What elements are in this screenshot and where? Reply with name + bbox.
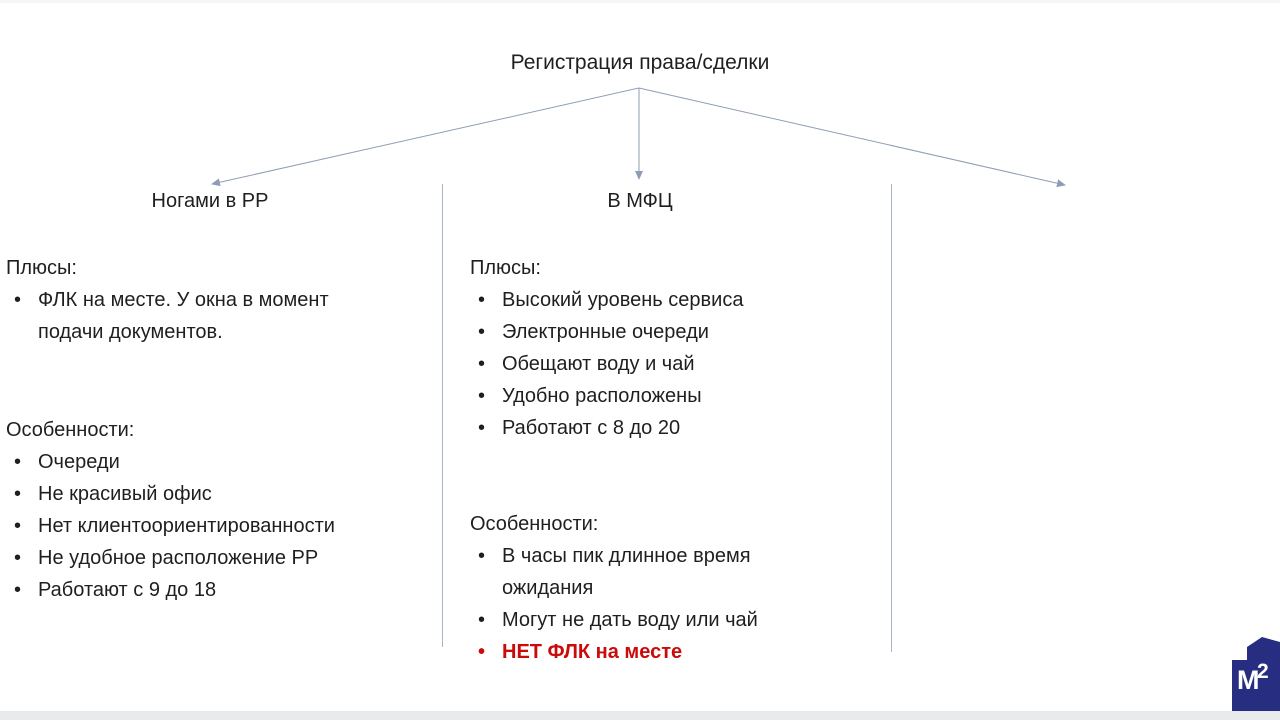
column-heading-mfc: В МФЦ [607, 190, 673, 212]
list-item: • Нет клиентоориентированности [6, 510, 416, 542]
slide-title: Регистрация права/сделки [510, 51, 770, 74]
list-item: • Электронные очереди [470, 316, 810, 348]
rosreestr-features-section [6, 414, 416, 606]
list-item: • Очереди [6, 446, 416, 478]
features-list [6, 446, 416, 606]
list-item: • Удобно расположены [470, 380, 810, 412]
features-list [470, 540, 810, 668]
logo-letter: М [1237, 665, 1260, 695]
column-divider-left [442, 184, 443, 647]
list-item: • Обещают воду и чай [470, 348, 810, 380]
pros-label: Плюсы: [6, 257, 77, 279]
arrow-to-left-branch [212, 88, 639, 184]
features-label: Особенности: [470, 513, 599, 535]
bottom-edge-strip [0, 711, 1280, 720]
list-item: • Не красивый офис [6, 478, 416, 510]
list-item: • В часы пик длинное время ожидания [470, 540, 810, 604]
pros-label: Плюсы: [470, 257, 541, 279]
list-item: • Не удобное расположение РР [6, 542, 416, 574]
column-heading-rosreestr: Ногами в РР [151, 190, 269, 212]
list-item: • Высокий уровень сервиса [470, 284, 810, 316]
pros-list [6, 284, 386, 348]
mfc-pros-section [470, 252, 810, 444]
list-item: • Работают с 8 до 20 [470, 412, 810, 444]
features-label: Особенности: [6, 419, 135, 441]
list-item: • ФЛК на месте. У окна в момент подачи документов. [6, 284, 386, 348]
mfc-features-section [470, 508, 810, 668]
logo-superscript: 2 [1257, 660, 1269, 683]
list-item-highlighted-red: • НЕТ ФЛК на месте [470, 636, 810, 668]
pros-list [470, 284, 810, 444]
rosreestr-pros-section [6, 252, 386, 348]
top-edge-strip [0, 0, 1280, 3]
list-item: • Работают с 9 до 18 [6, 574, 416, 606]
column-divider-right [891, 184, 892, 652]
list-item: • Могут не дать воду или чай [470, 604, 810, 636]
arrow-to-right-branch [639, 88, 1065, 185]
m2-house-logo [1232, 634, 1280, 712]
